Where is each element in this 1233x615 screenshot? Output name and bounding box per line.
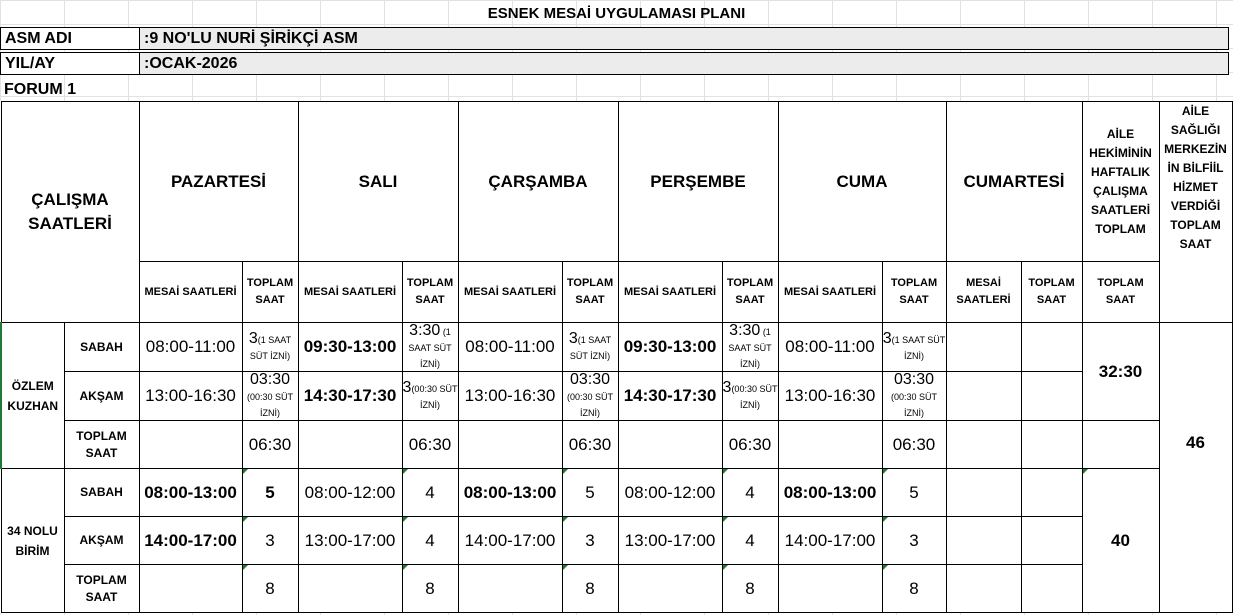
day-tuesday: SALI <box>298 102 458 262</box>
total-hours-header: TOPLAM SAAT <box>402 262 458 323</box>
period-row <box>0 52 1229 75</box>
shift-hours-header: MESAİ SAATLERİ <box>946 262 1021 323</box>
total-hours-header: TOPLAM SAAT <box>722 262 778 323</box>
mon-pm-hours[interactable]: 13:00-16:30 <box>139 372 242 421</box>
sat-am-hours[interactable] <box>946 323 1021 372</box>
thu-pm-total[interactable]: 3(00:30 SÜT İZNİ) <box>722 372 778 421</box>
sat-pm-total[interactable] <box>1021 517 1082 565</box>
tue-pm-hours[interactable]: 13:00-17:00 <box>298 517 402 565</box>
tue-am-total[interactable]: 4 <box>402 469 458 517</box>
sat-day-total[interactable] <box>1021 565 1082 613</box>
unit1-weekly-empty[interactable] <box>1082 421 1159 469</box>
mon-total-empty[interactable] <box>139 565 242 613</box>
mon-am-hours[interactable]: 08:00-13:00 <box>139 469 242 517</box>
working-hours-header: ÇALIŞMA SAATLERİ <box>1 102 139 323</box>
forum-label: FORUM 1 <box>4 81 76 98</box>
wed-pm-hours[interactable]: 14:00-17:00 <box>458 517 562 565</box>
total-hours-header: TOPLAM SAAT <box>562 262 618 323</box>
tue-total-empty[interactable] <box>298 421 402 469</box>
center-total-header: AİLE SAĞLIĞI MERKEZİN İN BİLFİİL HİZMET VERDİĞİ TOPLAM SAAT <box>1159 102 1232 323</box>
weekly-total-sub-header: TOPLAM SAAT <box>1082 262 1159 323</box>
thu-total-empty[interactable] <box>618 565 722 613</box>
row-evening-label: AKŞAM <box>64 372 139 421</box>
thu-pm-hours[interactable]: 13:00-17:00 <box>618 517 722 565</box>
thu-pm-total[interactable]: 4 <box>722 517 778 565</box>
day-friday: CUMA <box>778 102 946 262</box>
day-saturday: CUMARTESİ <box>946 102 1082 262</box>
sat-pm-hours[interactable] <box>946 517 1021 565</box>
day-thursday: PERŞEMBE <box>618 102 778 262</box>
tue-pm-total[interactable]: 3(00:30 SÜT İZNİ) <box>402 372 458 421</box>
tue-pm-hours[interactable]: 14:30-17:30 <box>298 372 402 421</box>
thu-am-total[interactable]: 4 <box>722 469 778 517</box>
row-total-label: TOPLAM SAAT <box>64 565 139 613</box>
page-title: ESNEK MESAİ UYGULAMASI PLANI <box>487 5 746 22</box>
wed-am-hours[interactable]: 08:00-13:00 <box>458 469 562 517</box>
fri-pm-total[interactable]: 03:30 (00:30 SÜT İZNİ) <box>882 372 946 421</box>
thu-total-empty[interactable] <box>618 421 722 469</box>
fri-day-total[interactable]: 06:30 <box>882 421 946 469</box>
row-total-label: TOPLAM SAAT <box>64 421 139 469</box>
wed-am-total[interactable]: 5 <box>562 469 618 517</box>
fri-am-total[interactable]: 3(1 SAAT SÜT İZNİ) <box>882 323 946 372</box>
tue-day-total[interactable]: 06:30 <box>402 421 458 469</box>
schedule-table <box>0 101 1233 613</box>
fri-am-hours[interactable]: 08:00-11:00 <box>778 323 882 372</box>
thu-pm-hours[interactable]: 14:30-17:30 <box>618 372 722 421</box>
row-morning-label: SABAH <box>64 323 139 372</box>
thu-am-total[interactable]: 3:30 (1 SAAT SÜT İZNİ) <box>722 323 778 372</box>
asm-row <box>0 27 1229 50</box>
fri-day-total[interactable]: 8 <box>882 565 946 613</box>
tue-am-hours[interactable]: 09:30-13:00 <box>298 323 402 372</box>
fri-pm-hours[interactable]: 14:00-17:00 <box>778 517 882 565</box>
wed-day-total[interactable]: 06:30 <box>562 421 618 469</box>
mon-day-total[interactable]: 8 <box>242 565 298 613</box>
mon-pm-total[interactable]: 03:30 (00:30 SÜT İZNİ) <box>242 372 298 421</box>
thu-am-hours[interactable]: 09:30-13:00 <box>618 323 722 372</box>
wed-pm-total[interactable]: 03:30 (00:30 SÜT İZNİ) <box>562 372 618 421</box>
thu-am-hours[interactable]: 08:00-12:00 <box>618 469 722 517</box>
wed-pm-total[interactable]: 3 <box>562 517 618 565</box>
wed-total-empty[interactable] <box>458 565 562 613</box>
shift-hours-header: MESAİ SAATLERİ <box>778 262 882 323</box>
asm-value[interactable]: :9 NO'LU NURİ ŞİRİKÇİ ASM <box>139 28 1228 49</box>
mon-am-hours[interactable]: 08:00-11:00 <box>139 323 242 372</box>
wed-total-empty[interactable] <box>458 421 562 469</box>
asm-label: ASM ADI <box>5 30 72 47</box>
mon-am-total[interactable]: 3(1 SAAT SÜT İZNİ) <box>242 323 298 372</box>
fri-am-hours[interactable]: 08:00-13:00 <box>778 469 882 517</box>
sat-total-empty[interactable] <box>946 565 1021 613</box>
tue-day-total[interactable]: 8 <box>402 565 458 613</box>
sat-day-total[interactable] <box>1021 421 1082 469</box>
mon-day-total[interactable]: 06:30 <box>242 421 298 469</box>
total-hours-header: TOPLAM SAAT <box>1021 262 1082 323</box>
unit1-name: ÖZLEM KUZHAN <box>1 323 64 469</box>
fri-total-empty[interactable] <box>778 421 882 469</box>
fri-am-total[interactable]: 5 <box>882 469 946 517</box>
tue-am-total[interactable]: 3:30 (1 SAAT SÜT İZNİ) <box>402 323 458 372</box>
thu-day-total[interactable]: 06:30 <box>722 421 778 469</box>
thu-day-total[interactable]: 8 <box>722 565 778 613</box>
unit2-name: 34 NOLU BİRİM <box>1 469 64 613</box>
total-hours-header: TOPLAM SAAT <box>242 262 298 323</box>
row-morning-label: SABAH <box>64 469 139 517</box>
tue-total-empty[interactable] <box>298 565 402 613</box>
sat-pm-total[interactable] <box>1021 372 1082 421</box>
unit1-weekly-total[interactable]: 32:30 <box>1082 323 1159 421</box>
fri-pm-total[interactable]: 3 <box>882 517 946 565</box>
shift-hours-header: MESAİ SAATLERİ <box>618 262 722 323</box>
wed-day-total[interactable]: 8 <box>562 565 618 613</box>
period-label: YIL/AY <box>5 55 56 72</box>
weekly-total-header: AİLE HEKİMİNİN HAFTALIK ÇALIŞMA SAATLERİ TOPLAM <box>1082 102 1159 262</box>
unit2-weekly-total[interactable]: 40 <box>1082 469 1159 613</box>
row-evening-label: AKŞAM <box>64 517 139 565</box>
wed-am-hours[interactable]: 08:00-11:00 <box>458 323 562 372</box>
mon-pm-hours[interactable]: 14:00-17:00 <box>139 517 242 565</box>
mon-pm-total[interactable]: 3 <box>242 517 298 565</box>
wed-pm-hours[interactable]: 13:00-16:30 <box>458 372 562 421</box>
sat-am-hours[interactable] <box>946 469 1021 517</box>
shift-hours-header: MESAİ SAATLERİ <box>458 262 562 323</box>
fri-total-empty[interactable] <box>778 565 882 613</box>
fri-pm-hours[interactable]: 13:00-16:30 <box>778 372 882 421</box>
period-value[interactable]: :OCAK-2026 <box>139 53 1228 74</box>
day-monday: PAZARTESİ <box>139 102 298 262</box>
wed-am-total[interactable]: 3(1 SAAT SÜT İZNİ) <box>562 323 618 372</box>
mon-total-empty[interactable] <box>139 421 242 469</box>
day-wednesday: ÇARŞAMBA <box>458 102 618 262</box>
sat-am-total[interactable] <box>1021 469 1082 517</box>
shift-hours-header: MESAİ SAATLERİ <box>298 262 402 323</box>
shift-hours-header: MESAİ SAATLERİ <box>139 262 242 323</box>
center-total-value[interactable]: 46 <box>1159 323 1232 613</box>
tue-am-hours[interactable]: 08:00-12:00 <box>298 469 402 517</box>
sat-am-total[interactable] <box>1021 323 1082 372</box>
mon-am-total[interactable]: 5 <box>242 469 298 517</box>
total-hours-header: TOPLAM SAAT <box>882 262 946 323</box>
tue-pm-total[interactable]: 4 <box>402 517 458 565</box>
sat-total-empty[interactable] <box>946 421 1021 469</box>
sat-pm-hours[interactable] <box>946 372 1021 421</box>
